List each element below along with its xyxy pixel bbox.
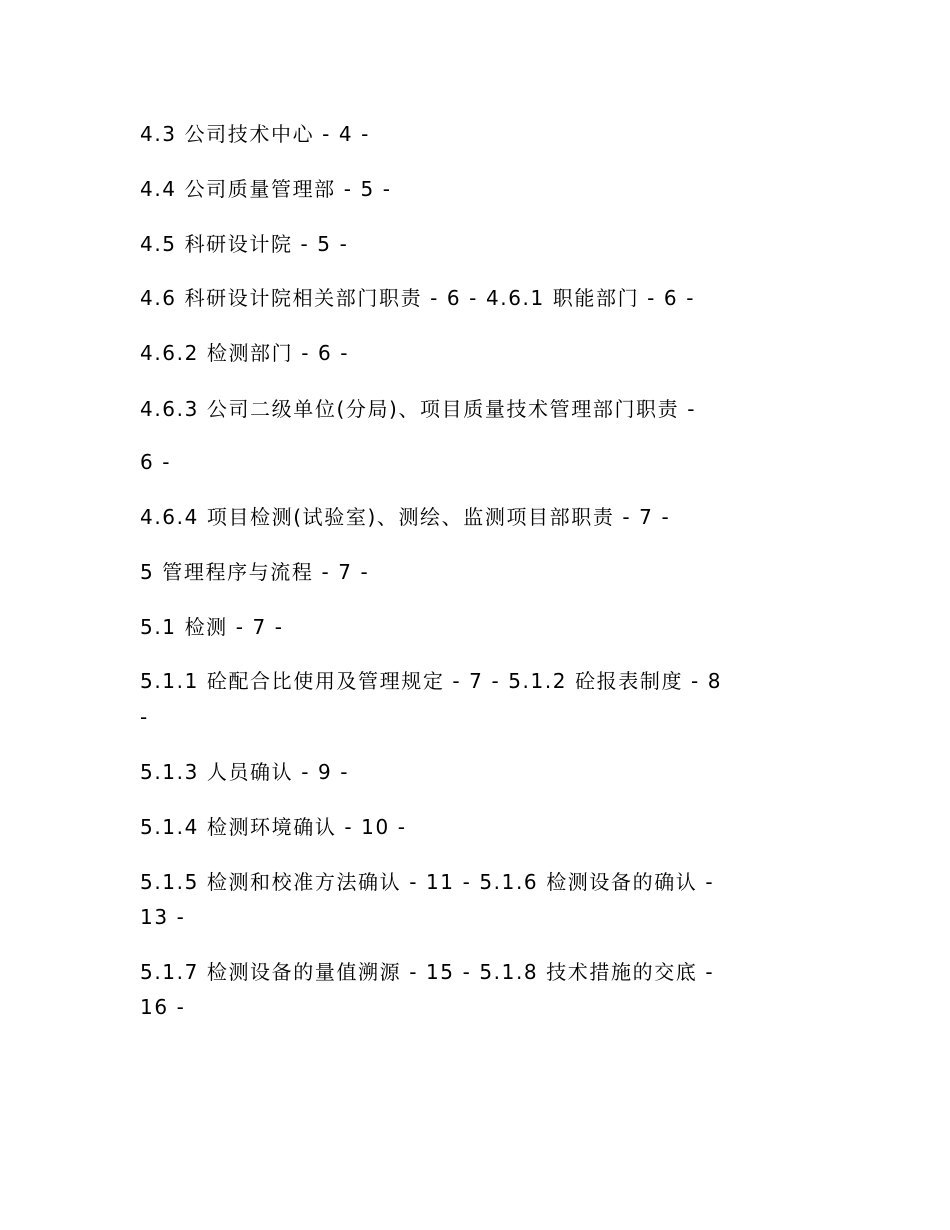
- toc-entry-5-1-5: 5.1.5 检测和校准方法确认 - 11 - 5.1.6 检测设备的确认 -: [140, 870, 715, 894]
- toc-entry-4-5: 4.5 科研设计院 - 5 -: [140, 232, 349, 256]
- toc-entry-4-3: 4.3 公司技术中心 - 4 -: [140, 122, 370, 146]
- toc-entry-4-6-3-continued: 6 -: [140, 450, 172, 474]
- toc-entry-4-4: 4.4 公司质量管理部 - 5 -: [140, 177, 392, 201]
- toc-entry-5-1-7: 5.1.7 检测设备的量值溯源 - 15 - 5.1.8 技术措施的交底 -: [140, 960, 715, 984]
- toc-entry-5: 5 管理程序与流程 - 7 -: [140, 560, 370, 584]
- toc-entry-5-1-4: 5.1.4 检测环境确认 - 10 -: [140, 815, 407, 839]
- toc-entry-5-1-8-continued: 16 -: [140, 995, 186, 1019]
- toc-entry-4-6-2: 4.6.2 检测部门 - 6 -: [140, 341, 350, 365]
- toc-entry-5-1-6-continued: 13 -: [140, 905, 186, 929]
- toc-entry-4-6: 4.6 科研设计院相关部门职责 - 6 - 4.6.1 职能部门 - 6 -: [140, 286, 696, 310]
- toc-entry-5-1-2-continued: -: [140, 705, 149, 729]
- toc-entry-5-1: 5.1 检测 - 7 -: [140, 615, 284, 639]
- toc-entry-4-6-4: 4.6.4 项目检测(试验室)、测绘、监测项目部职责 - 7 -: [140, 505, 671, 529]
- toc-entry-5-1-3: 5.1.3 人员确认 - 9 -: [140, 760, 350, 784]
- toc-entry-4-6-3: 4.6.3 公司二级单位(分局)、项目质量技术管理部门职责 -: [140, 397, 697, 421]
- toc-entry-5-1-1: 5.1.1 砼配合比使用及管理规定 - 7 - 5.1.2 砼报表制度 - 8: [140, 669, 723, 693]
